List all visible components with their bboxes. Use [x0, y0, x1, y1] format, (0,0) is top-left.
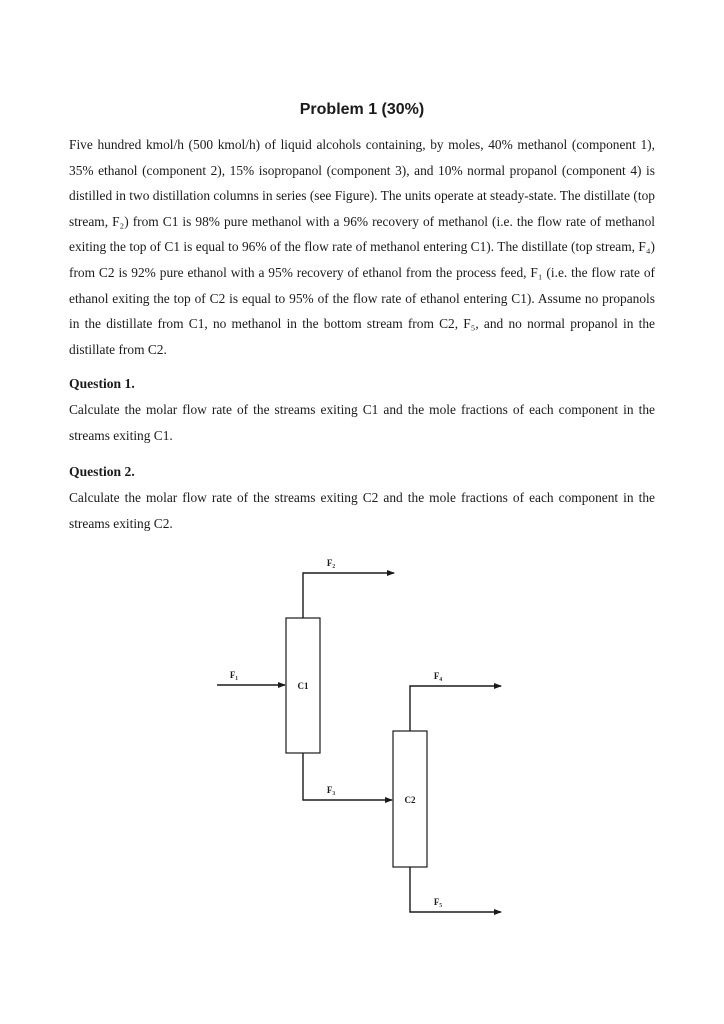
question-1-text: Calculate the molar flow rate of the streams exiting C1 and the mole fractions of each component in the streams exiting C1. — [69, 402, 655, 443]
column-c1-label: C1 — [297, 681, 309, 691]
question-2-heading: Question 2. — [69, 464, 135, 479]
problem-intro-paragraph: Five hundred kmol/h (500 kmol/h) of liquid alcohols containing, by moles, 40% methanol (component 1), 35% ethanol (component 2), 15% isopropanol (component 3), and 10% normal propanol (component 4) is distilled in two distillation columns in series (see Figure). The units operate at steady-state. The distillate (top stream, F₂) from C1 is 98% pure methanol with a 96% recovery of methanol (i.e. the flow rate of methanol exiting the top of C1 is equal to 96% of the flow rate of methanol entering C1). The distillate (top stream, F₄) from C2 is 92% pure ethanol with a 95% recovery of ethanol from the process feed, F₁ (i.e. the flow rate of ethanol exiting the top of C2 is equal to 95% of the flow rate of ethanol entering C1). Assume no propanols in the distillate from C1, no methanol in the bottom stream from C2, F₅, and no normal propanol in the distillate from C2. — [69, 137, 655, 357]
stream-f3-line — [303, 753, 392, 800]
stream-f2-line — [303, 573, 394, 618]
stream-f4-label: F₄ — [433, 671, 443, 681]
problem-title: Problem 1 (30%) — [299, 101, 425, 118]
stream-f5-line — [410, 867, 501, 912]
stream-f5-label: F₅ — [433, 897, 443, 907]
stream-f2-label: F₂ — [326, 558, 336, 568]
stream-f3-label: F₃ — [326, 785, 336, 795]
question-2-text: Calculate the molar flow rate of the streams exiting C2 and the mole fractions of each component in the streams exiting C2. — [69, 490, 655, 531]
stream-f1-label: F₁ — [229, 670, 239, 680]
column-c2-label: C2 — [404, 795, 416, 805]
question-1-heading: Question 1. — [69, 376, 135, 391]
stream-f4-line — [410, 686, 501, 731]
